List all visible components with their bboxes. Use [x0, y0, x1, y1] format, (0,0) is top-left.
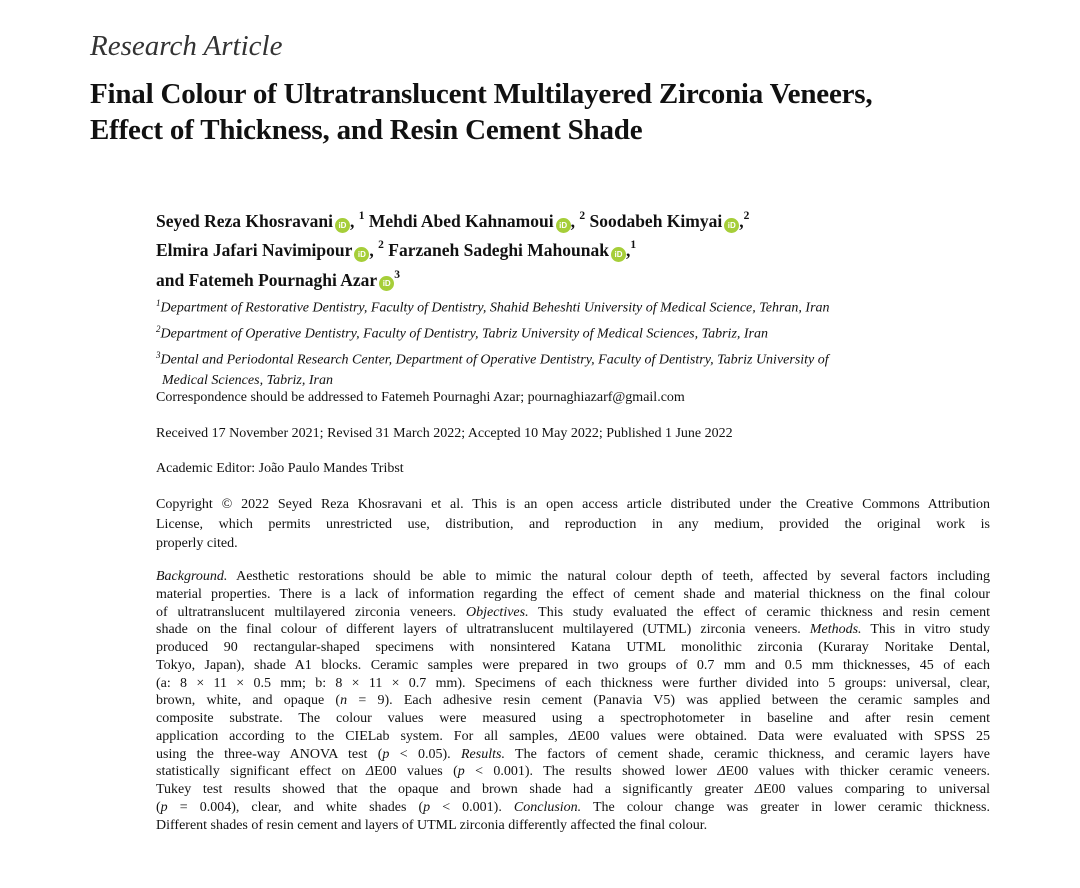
abstract-italic-text: Conclusion.: [513, 799, 582, 815]
orcid-icon[interactable]: iD: [354, 247, 369, 262]
abstract-text: E00 values (: [374, 764, 458, 780]
separator: ,: [739, 210, 744, 231]
author-list: [156, 205, 749, 293]
article-title: [90, 76, 1050, 148]
abstract-italic-text: p: [160, 799, 168, 815]
abstract-text: The factors of cement shade, ceramic thickness, and ceramic layers have: [504, 746, 990, 762]
abstract-text: The colour change was greater in lower ceramic thickness.: [581, 799, 990, 815]
orcid-icon[interactable]: iD: [335, 218, 350, 233]
abstract-italic-text: Δ: [365, 764, 375, 780]
abstract-text: produced 90 rectangular-shaped specimens with nonsintered Katana UTML monolithic zirconia (Kuraray Noritake Dental,: [156, 640, 990, 655]
author-name[interactable]: Mehdi Abed Kahnamoui: [368, 210, 554, 231]
abstract-text: composite substrate. The colour values were measured using a spectrophotometer in baseline and after resin cement: [156, 711, 990, 726]
affiliation-ref: 1: [358, 210, 365, 222]
abstract-text: (: [156, 799, 161, 815]
abstract-italic-text: p: [382, 746, 390, 762]
orcid-icon[interactable]: iD: [724, 218, 739, 233]
abstract-line: [156, 692, 990, 710]
affiliation-text: Department of Operative Dentistry, Faculty of Dentistry, Tabriz University of Medical Sciences, Tabriz, Iran: [160, 326, 769, 342]
abstract-text: E00 values comparing to universal: [763, 782, 990, 797]
affiliations: [156, 293, 830, 391]
abstract-text: of ultratranslucent multilayered zirconia veneers.: [156, 604, 466, 620]
abstract-line: [156, 586, 990, 604]
abstract-line: [156, 728, 990, 746]
abstract-line: [156, 781, 990, 799]
author-name[interactable]: and Fatemeh Pournaghi Azar: [156, 269, 378, 290]
copyright-line: Copyright © 2022 Seyed Reza Khosravani et al. This is an open access article distributed under the Creative Commons Attribution: [156, 497, 990, 512]
abstract-text: Tukey test results showed that the opaque and brown shade had a significantly greater: [156, 782, 755, 797]
abstract-italic-text: Objectives.: [466, 604, 529, 620]
abstract-text: using the three-way ANOVA test (: [156, 746, 383, 762]
abstract-text: (a: 8 × 11 × 0.5 mm; b: 8 × 11 × 0.7 mm). Specimens of each thickness were further divided into 5 groups: universal, clear,: [156, 675, 990, 691]
title-line: Final Colour of Ultratranslucent Multilayered Zirconia Veneers,: [90, 78, 873, 110]
abstract-line: [156, 621, 990, 639]
author-name[interactable]: Seyed Reza Khosravani: [156, 210, 333, 231]
abstract-text: material properties. There is a lack of information regarding the effect of cement shade and material thickness on the final colour: [156, 586, 990, 602]
academic-editor: Academic Editor: João Paulo Mandes Tribst: [156, 461, 404, 476]
affiliation-ref: 2: [378, 239, 384, 252]
abstract-text: E00 values were obtained. Data were evaluated with SPSS 25: [576, 728, 990, 744]
abstract-line: [156, 675, 990, 693]
copyright-line: License, which permits unrestricted use, distribution, and reproduction in any medium, provided the original work is: [156, 516, 990, 532]
affiliation-ref: 2: [579, 210, 586, 222]
orcid-icon[interactable]: iD: [611, 247, 626, 262]
affiliation: [156, 293, 830, 319]
abstract-text: Different shades of resin cement and layers of UTML zirconia differently affected the final colour.: [156, 817, 708, 833]
abstract-line: [156, 710, 990, 728]
orcid-icon[interactable]: iD: [379, 276, 394, 291]
abstract-text: E00 values with thicker ceramic veneers.: [725, 764, 990, 780]
abstract-text: application according to the CIELab system. For all samples,: [156, 728, 569, 744]
author-line: [156, 264, 749, 293]
abstract-italic-text: p: [423, 799, 431, 815]
abstract-line: [156, 799, 990, 817]
article-type: Research Article: [90, 30, 283, 62]
publication-dates: Received 17 November 2021; Revised 31 March 2022; Accepted 10 May 2022; Published 1 June 2022: [156, 426, 733, 441]
abstract: [156, 568, 990, 834]
abstract-text: < 0.001). The results showed lower: [464, 764, 718, 780]
title-line: Effect of Thickness, and Resin Cement Shade: [90, 114, 643, 146]
abstract-text: statistically significant effect on: [156, 764, 366, 780]
author-name[interactable]: Elmira Jafari Navimipour: [156, 240, 353, 261]
correspondence: Correspondence should be addressed to Fatemeh Pournaghi Azar; pournaghiazarf@gmail.com: [156, 390, 685, 405]
abstract-text: This in vitro study: [861, 622, 990, 638]
author-line: [156, 234, 749, 263]
affiliation-number: 3: [156, 349, 161, 360]
author-line: [156, 205, 749, 234]
affiliation-ref: 3: [394, 268, 400, 281]
abstract-italic-text: Δ: [754, 782, 763, 797]
abstract-italic-text: Results.: [461, 746, 505, 762]
abstract-line: [156, 763, 990, 781]
abstract-text: brown, white, and opaque (: [156, 693, 341, 709]
abstract-text: Aesthetic restorations should be able to mimic the natural colour depth of teeth, affected by several factors including: [227, 569, 990, 584]
affiliation: [156, 345, 830, 371]
abstract-text: < 0.05).: [389, 746, 461, 762]
copyright-notice: [156, 495, 990, 554]
copyright-line: properly cited.: [156, 536, 238, 551]
abstract-line: [156, 746, 990, 764]
orcid-icon[interactable]: iD: [556, 218, 571, 233]
separator: ,: [625, 240, 631, 261]
abstract-text: This study evaluated the effect of ceramic thickness and resin cement: [528, 604, 990, 620]
abstract-line: [156, 657, 990, 675]
abstract-italic-text: Δ: [717, 764, 726, 780]
affiliation-text: Department of Restorative Dentistry, Faculty of Dentistry, Shahid Beheshti University of Medical Science, Tehran, Iran: [160, 300, 830, 316]
affiliation-continued: Medical Sciences, Tabriz, Iran: [162, 372, 333, 388]
author-name[interactable]: Soodabeh Kimyai: [589, 210, 723, 231]
abstract-text: shade on the final colour of different layers of ultratranslucent multilayered (UTML) zirconia veneers.: [156, 622, 810, 638]
abstract-text: = 9). Each adhesive resin cement (Panavia V5) was applied between the ceramic samples and: [347, 693, 990, 709]
separator: ,: [369, 240, 379, 261]
separator: ,: [349, 210, 359, 231]
abstract-line: [156, 568, 990, 586]
abstract-italic-text: Background.: [156, 569, 228, 584]
separator: ,: [570, 210, 580, 231]
abstract-text: = 0.004), clear, and white shades (: [167, 799, 424, 815]
affiliation-text: Dental and Periodontal Research Center, Department of Operative Dentistry, Faculty of Dentistry, Tabriz University of: [160, 352, 829, 368]
affiliation-number: 1: [156, 298, 161, 308]
affiliation: [156, 319, 830, 345]
author-name[interactable]: Farzaneh Sadeghi Mahounak: [388, 240, 609, 261]
abstract-line: [156, 639, 990, 657]
abstract-text: Tokyo, Japan), shade A1 blocks. Ceramic samples were prepared in two groups of 0.7 mm and 0.5 mm thicknesses, 45 of each: [156, 657, 990, 673]
affiliation-ref: 2: [743, 210, 750, 222]
abstract-italic-text: Δ: [568, 728, 577, 744]
abstract-text: < 0.001).: [430, 799, 514, 815]
abstract-line: [156, 604, 990, 622]
abstract-italic-text: n: [340, 693, 348, 709]
affiliation-number: 2: [156, 323, 161, 334]
abstract-line: [156, 817, 990, 835]
abstract-italic-text: Methods.: [809, 622, 862, 638]
abstract-italic-text: p: [457, 764, 465, 780]
affiliation-ref: 1: [630, 239, 637, 252]
